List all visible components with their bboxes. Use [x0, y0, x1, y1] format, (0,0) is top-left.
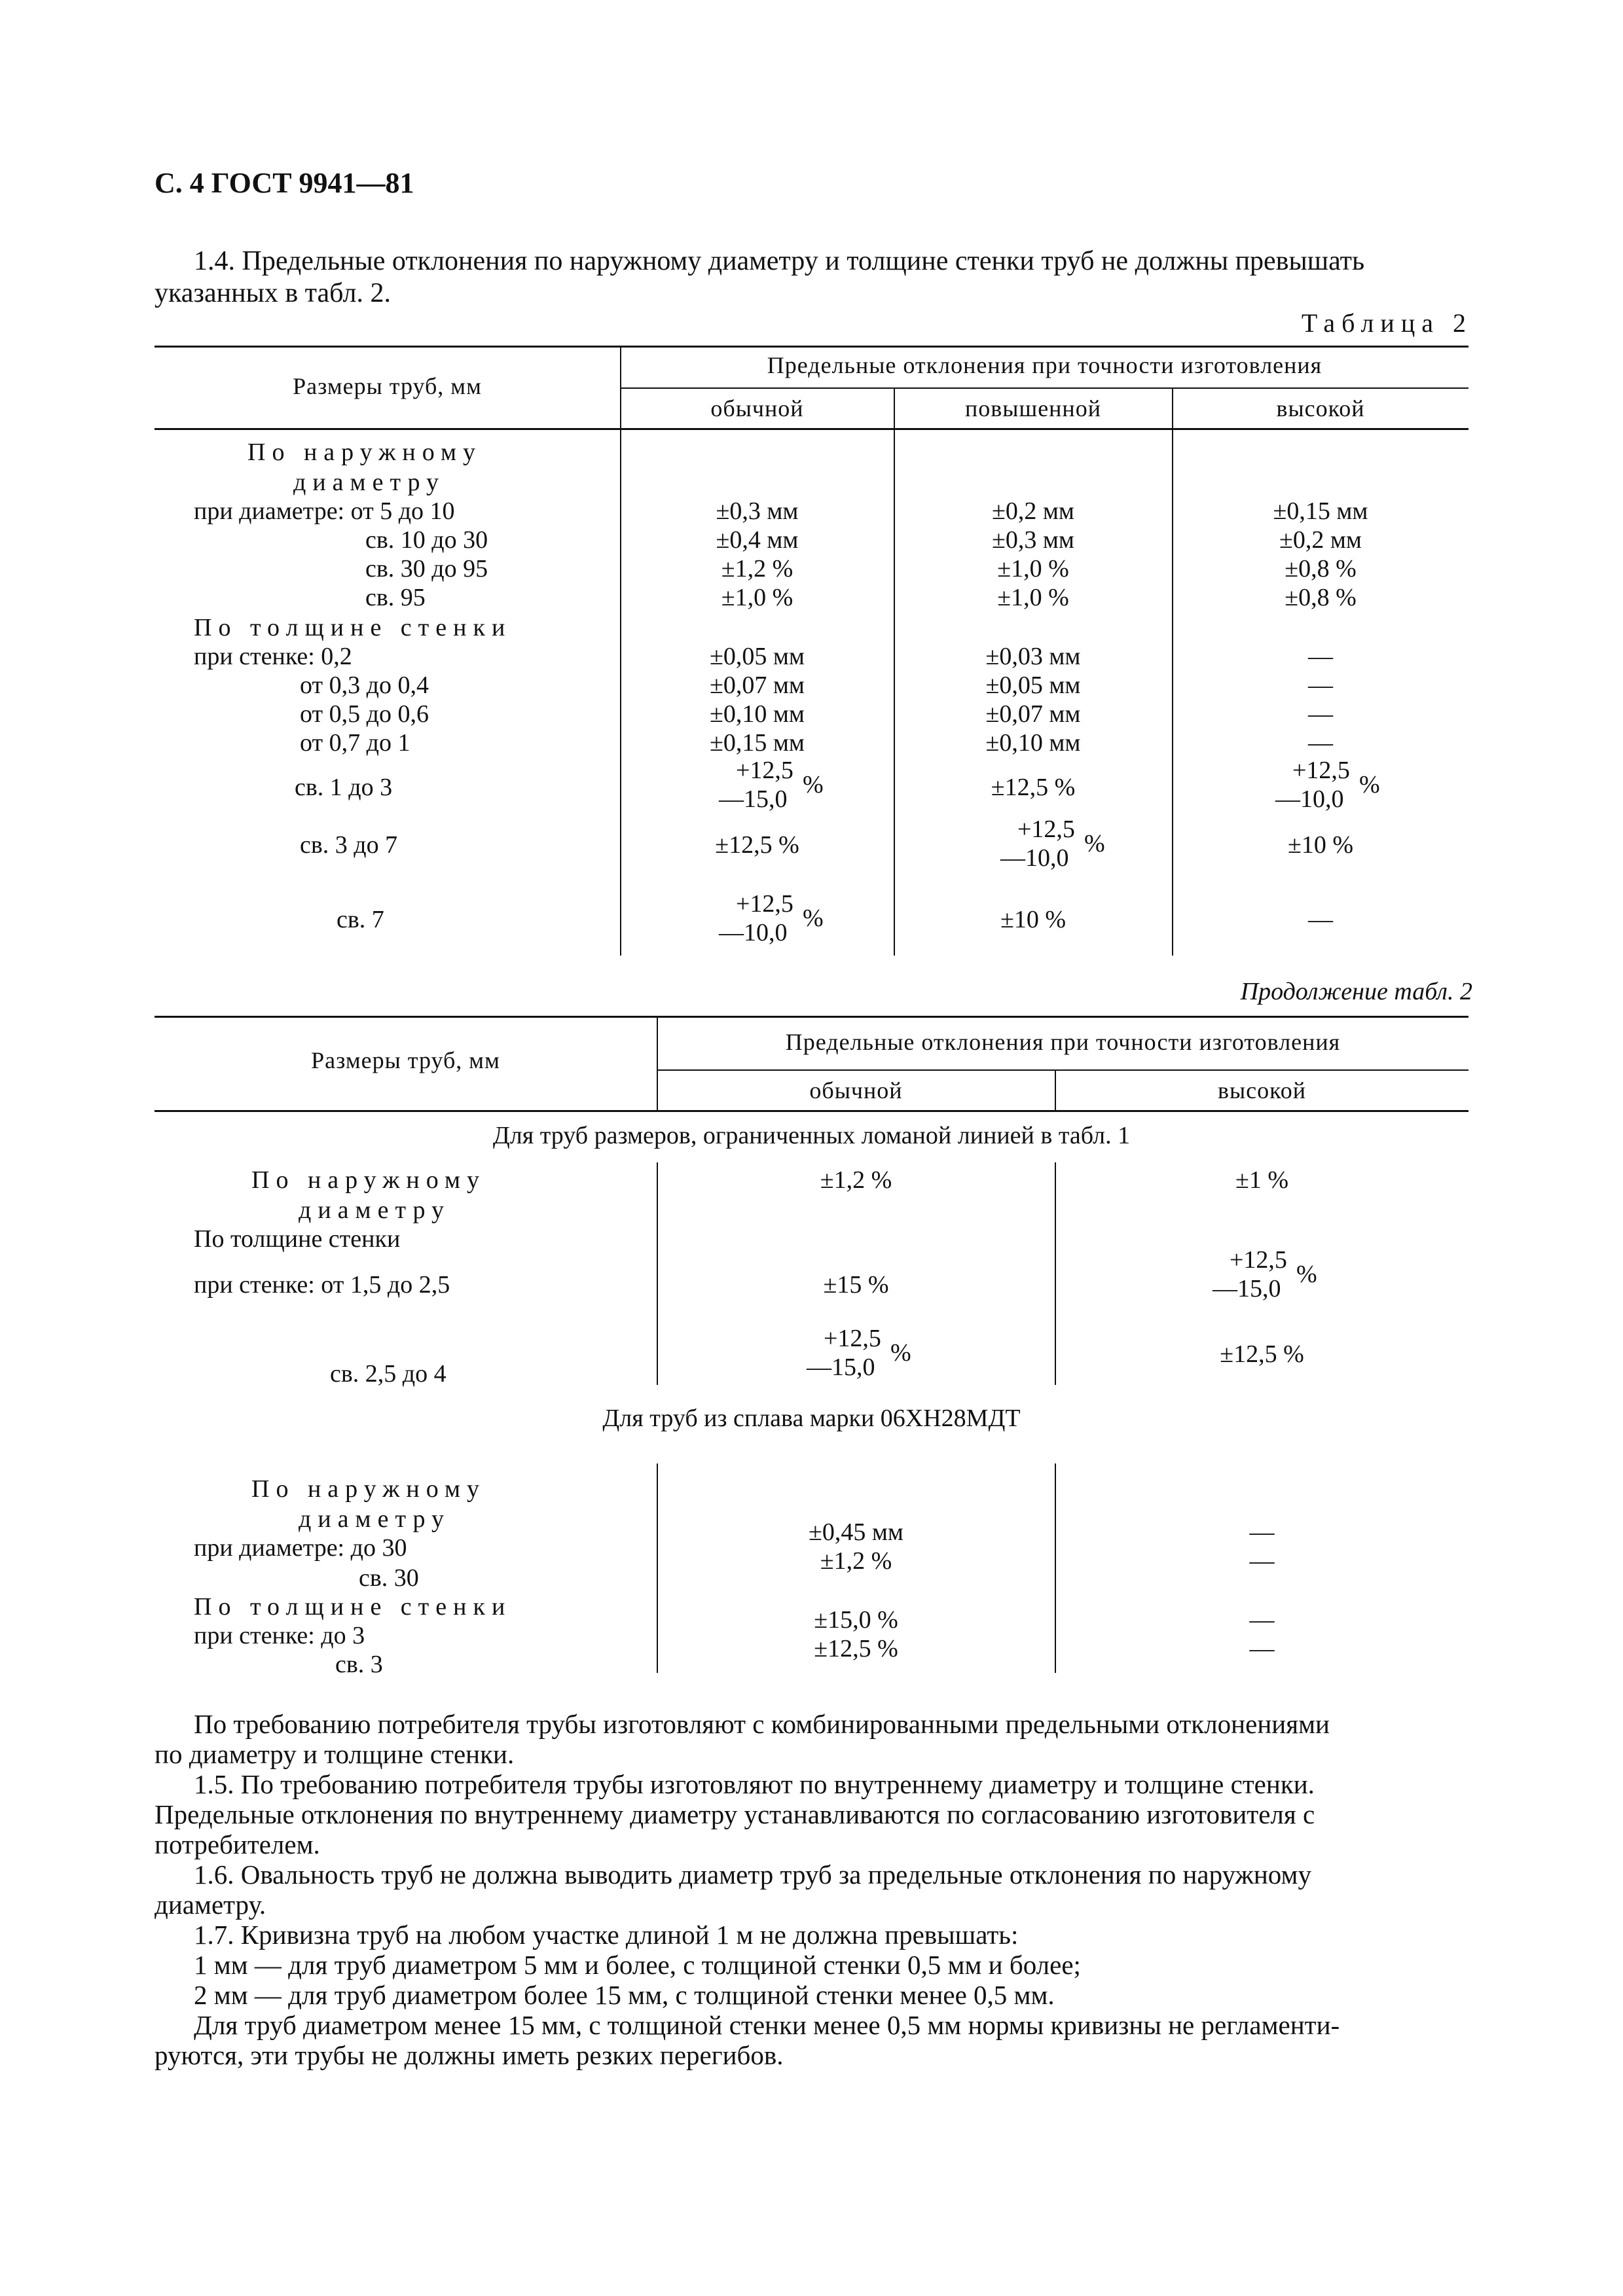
row-label: св. 30 до 95 [365, 555, 488, 583]
cell-high-tolerance: +12,5 —15,0 % [1213, 1246, 1317, 1302]
header-high: высокой [1217, 1077, 1307, 1103]
row-label: при стенке: до 3 [194, 1622, 365, 1649]
cell-increased: ±0,10 мм [985, 729, 1081, 757]
paragraph-1-4: 1.4. Предельные отклонения по наружному диаметру и толщине стенки труб не должны превышать [194, 246, 1365, 276]
cell-high: ±0,15 мм [1273, 497, 1368, 525]
header-increased: повышенной [965, 395, 1101, 422]
row-label: св. 3 до 7 [300, 831, 398, 859]
cell-normal: ±1,2 % [721, 555, 793, 583]
cell-increased: ±0,07 мм [985, 700, 1081, 728]
cell-high: — [1308, 643, 1333, 670]
row-label: св. 10 до 30 [365, 526, 488, 554]
paragraph: потребителем. [155, 1829, 320, 1859]
paragraph: 1 мм — для труб диаметром 5 мм и более, с толщиной стенки 0,5 мм и более; [194, 1950, 1081, 1980]
row-label: св. 1 до 3 [295, 774, 393, 801]
cell-increased: ±0,2 мм [992, 497, 1074, 525]
cell-high: ±1 % [1235, 1166, 1288, 1194]
header-deviations: Предельные отклонения при точности изготовления [785, 1029, 1341, 1055]
table-caption: Таблица 2 [1301, 308, 1472, 338]
row-label: при стенке: 0,2 [194, 643, 352, 670]
row-label: от 0,7 до 1 [300, 729, 410, 757]
cell-high: ±0,8 % [1285, 584, 1357, 611]
cell-high: ±12,5 % [1220, 1340, 1304, 1368]
header-sizes: Размеры труб, мм [293, 373, 482, 399]
cell-high-tolerance: +12,5 —10,0 % [1275, 757, 1380, 813]
paragraph: Для труб диаметром менее 15 мм, с толщиной стенки менее 0,5 мм нормы кривизны не регламенти- [194, 2010, 1340, 2040]
cell-high: — [1308, 672, 1333, 699]
cell-high: — [1249, 1547, 1275, 1575]
cell-high: ±0,8 % [1285, 555, 1357, 583]
header-high: высокой [1276, 395, 1365, 422]
group-title: Для труб размеров, ограниченных ломаной линией в табл. 1 [492, 1122, 1131, 1149]
cell-normal: ±1,2 % [820, 1547, 892, 1575]
paragraph: руются, эти трубы не должны иметь резких перегибов. [155, 2040, 784, 2070]
row-label: св. 95 [365, 584, 426, 611]
row-label: св. 7 [337, 906, 384, 933]
section-wall: По толщине стенки [194, 614, 512, 641]
cell-increased: ±1,0 % [997, 555, 1069, 583]
section-diameter: По наружному [247, 439, 483, 466]
paragraph: 1.5. По требованию потребителя трубы изготовляют по внутреннему диаметру и толщине стенки. [194, 1769, 1315, 1799]
paragraph-1-4-line2: указанных в табл. 2. [155, 278, 391, 308]
row-label: св. 30 [359, 1564, 419, 1592]
row-label: при диаметре: от 5 до 10 [194, 497, 455, 525]
cell-high: — [1308, 729, 1333, 757]
header-normal: обычной [710, 395, 804, 422]
section-wall: По толщине стенки [194, 1225, 401, 1253]
paragraph: по диаметру и толщине стенки. [155, 1739, 515, 1769]
section-diameter: По наружному [251, 1166, 486, 1194]
group-title: Для труб из сплава марки 06ХН28МДТ [602, 1405, 1021, 1432]
paragraph: диаметру. [155, 1890, 266, 1920]
row-label: при стенке: от 1,5 до 2,5 [194, 1271, 450, 1299]
paragraph: 1.6. Овальность труб не должна выводить диаметр труб за предельные отклонения по наружному [194, 1859, 1311, 1890]
cell-normal: ±0,45 мм [809, 1518, 903, 1546]
cell-high: — [1249, 1518, 1275, 1546]
cell-normal: ±1,0 % [721, 584, 793, 611]
paragraph: 1.7. Кривизна труб на любом участке длиной 1 м не должна превышать: [194, 1920, 1019, 1950]
paragraph: 2 мм — для труб диаметром более 15 мм, с толщиной стенки менее 0,5 мм. [194, 1980, 1055, 2010]
section-wall: По толщине стенки [194, 1593, 512, 1621]
cell-normal: ±12,5 % [814, 1635, 898, 1662]
cell-high: ±10 % [1287, 831, 1353, 859]
cell-normal: ±15,0 % [814, 1606, 898, 1634]
section-diameter-2: диаметру [299, 1196, 451, 1224]
cell-normal: ±0,4 мм [716, 526, 799, 554]
row-label: св. 3 [335, 1651, 383, 1678]
cell-normal: ±0,05 мм [710, 643, 805, 670]
cell-increased: ±12,5 % [991, 774, 1076, 801]
section-diameter-2: диаметру [293, 469, 446, 496]
page-header: С. 4 ГОСТ 9941—81 [155, 167, 414, 199]
cell-increased: ±0,05 мм [985, 672, 1081, 699]
section-diameter: По наружному [251, 1475, 486, 1503]
cell-normal: ±0,10 мм [710, 700, 805, 728]
row-label: от 0,3 до 0,4 [300, 672, 429, 699]
cell-normal: ±0,15 мм [710, 729, 805, 757]
paragraph: Предельные отклонения по внутреннему диаметру устанавливаются по согласованию изготовителя с [155, 1799, 1315, 1829]
cell-normal-tolerance: +12,5 —15,0 % [719, 757, 824, 813]
cell-normal: ±1,2 % [820, 1166, 892, 1194]
cell-normal-tolerance: +12,5 —15,0 % [807, 1325, 911, 1381]
cell-increased: ±1,0 % [997, 584, 1069, 611]
row-label: от 0,5 до 0,6 [300, 700, 429, 728]
cell-increased: ±0,03 мм [985, 643, 1081, 670]
cell-normal-tolerance: +12,5 —10,0 % [719, 890, 824, 946]
header-sizes: Размеры труб, мм [311, 1047, 500, 1073]
cell-high: — [1308, 700, 1333, 728]
header-normal: обычной [809, 1077, 903, 1103]
row-label: св. 2,5 до 4 [330, 1360, 447, 1388]
cell-increased: ±10 % [1000, 906, 1066, 933]
cell-increased-tolerance: +12,5 —10,0 % [1000, 816, 1105, 872]
cell-normal: ±12,5 % [715, 831, 799, 859]
cell-high: — [1308, 906, 1333, 933]
paragraph: По требованию потребителя трубы изготовляют с комбинированными предельными отклонениями [194, 1709, 1330, 1739]
cell-high: — [1249, 1606, 1275, 1634]
cell-normal: ±0,3 мм [716, 497, 799, 525]
cell-high: ±0,2 мм [1279, 526, 1362, 554]
cell-normal: ±0,07 мм [710, 672, 805, 699]
section-diameter-2: диаметру [299, 1505, 451, 1533]
cell-normal: ±15 % [823, 1271, 889, 1299]
table-continuation-caption: Продолжение табл. 2 [1240, 978, 1472, 1005]
header-deviations: Предельные отклонения при точности изготовления [767, 352, 1322, 378]
row-label: при диаметре: до 30 [194, 1534, 407, 1562]
cell-increased: ±0,3 мм [992, 526, 1074, 554]
cell-high: — [1249, 1635, 1275, 1662]
